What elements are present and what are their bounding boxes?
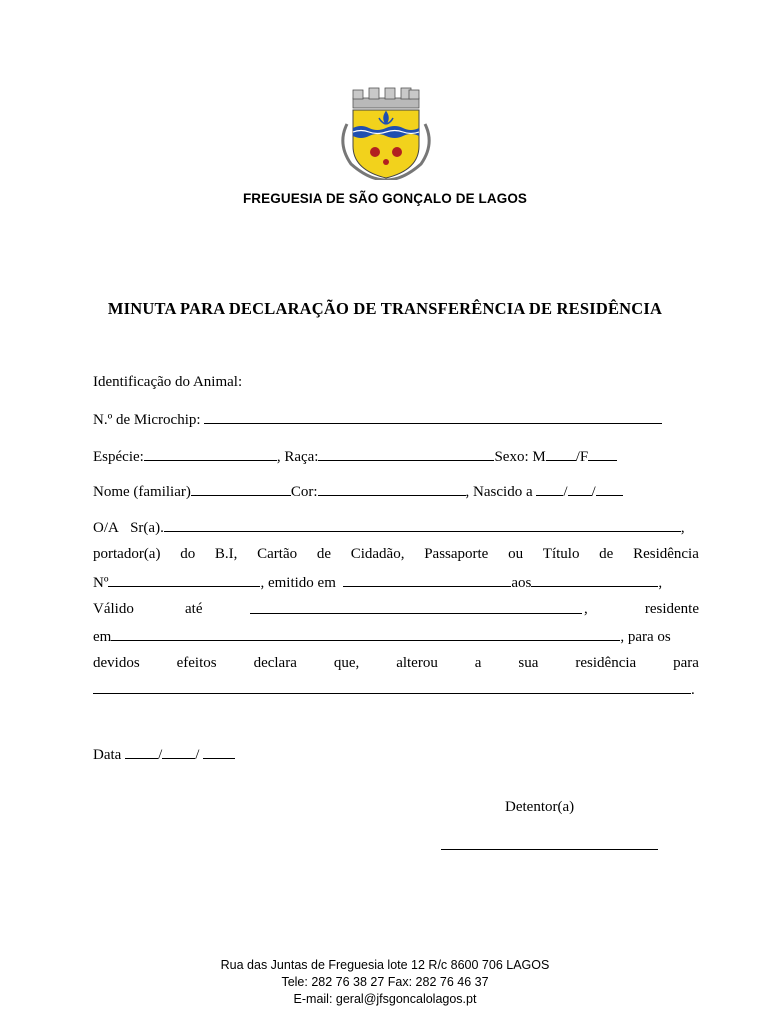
date-row: Data / / [93, 745, 699, 764]
new-address-row: . [93, 680, 699, 699]
section-label: Identificação do Animal: [93, 374, 243, 390]
footer-email: E-mail: geral@jfsgoncalolagos.pt [293, 992, 477, 1006]
nascido-mes-field[interactable] [568, 482, 592, 496]
microchip-field[interactable] [204, 410, 662, 424]
id-number-field[interactable] [108, 573, 260, 587]
sexo-m-field[interactable] [546, 447, 576, 461]
data-mes-field[interactable] [162, 745, 195, 759]
raca-field[interactable] [318, 447, 494, 461]
microchip-row: N.º de Microchip: [93, 410, 699, 429]
sexo-f-field[interactable] [588, 447, 617, 461]
organization-name: FREGUESIA DE SÃO GONÇALO DE LAGOS [242, 191, 528, 206]
species-row: Espécie: , Raça: Sexo: M /F [93, 447, 699, 466]
residence-row: em , para os [93, 629, 671, 645]
declaration-row: devidos efeitos declara que, alterou a sua residência para [93, 655, 699, 671]
owner-row: O/A Sr(a). , [93, 520, 685, 536]
footer-address: Rua das Juntas de Freguesia lote 12 R/c 8600 706 LAGOS [220, 958, 550, 972]
parish-coat-of-arms-icon [333, 84, 439, 180]
name-row: Nome (familiar) Cor: , Nascido a / / [93, 482, 699, 501]
document-title: MINUTA PARA DECLARAÇÃO DE TRANSFERÊNCIA DE RESIDÊNCIA [107, 299, 663, 318]
footer-phone: Tele: 282 76 38 27 Fax: 282 76 46 37 [281, 975, 489, 989]
emitido-em-field[interactable] [343, 573, 511, 587]
owner-name-field[interactable] [164, 518, 681, 532]
residente-em-field[interactable] [111, 627, 620, 641]
especie-field[interactable] [144, 447, 277, 461]
document-type-row: portador(a) do B.I, Cartão de Cidadão, Passaporte ou Título de Residência [93, 546, 699, 562]
valido-ate-field[interactable] [250, 600, 582, 614]
nascido-dia-field[interactable] [536, 482, 563, 496]
footer [0, 957, 770, 1008]
new-address-field[interactable] [93, 680, 691, 694]
aos-field[interactable] [531, 573, 658, 587]
cor-field[interactable] [318, 482, 466, 496]
signature-line[interactable] [441, 849, 658, 850]
detentor-label: Detentor(a) [505, 799, 575, 815]
data-ano-field[interactable] [203, 745, 235, 759]
nome-field[interactable] [191, 482, 291, 496]
nascido-ano-field[interactable] [596, 482, 623, 496]
id-number-row: Nº , emitido em aos , [93, 575, 663, 591]
data-dia-field[interactable] [125, 745, 158, 759]
